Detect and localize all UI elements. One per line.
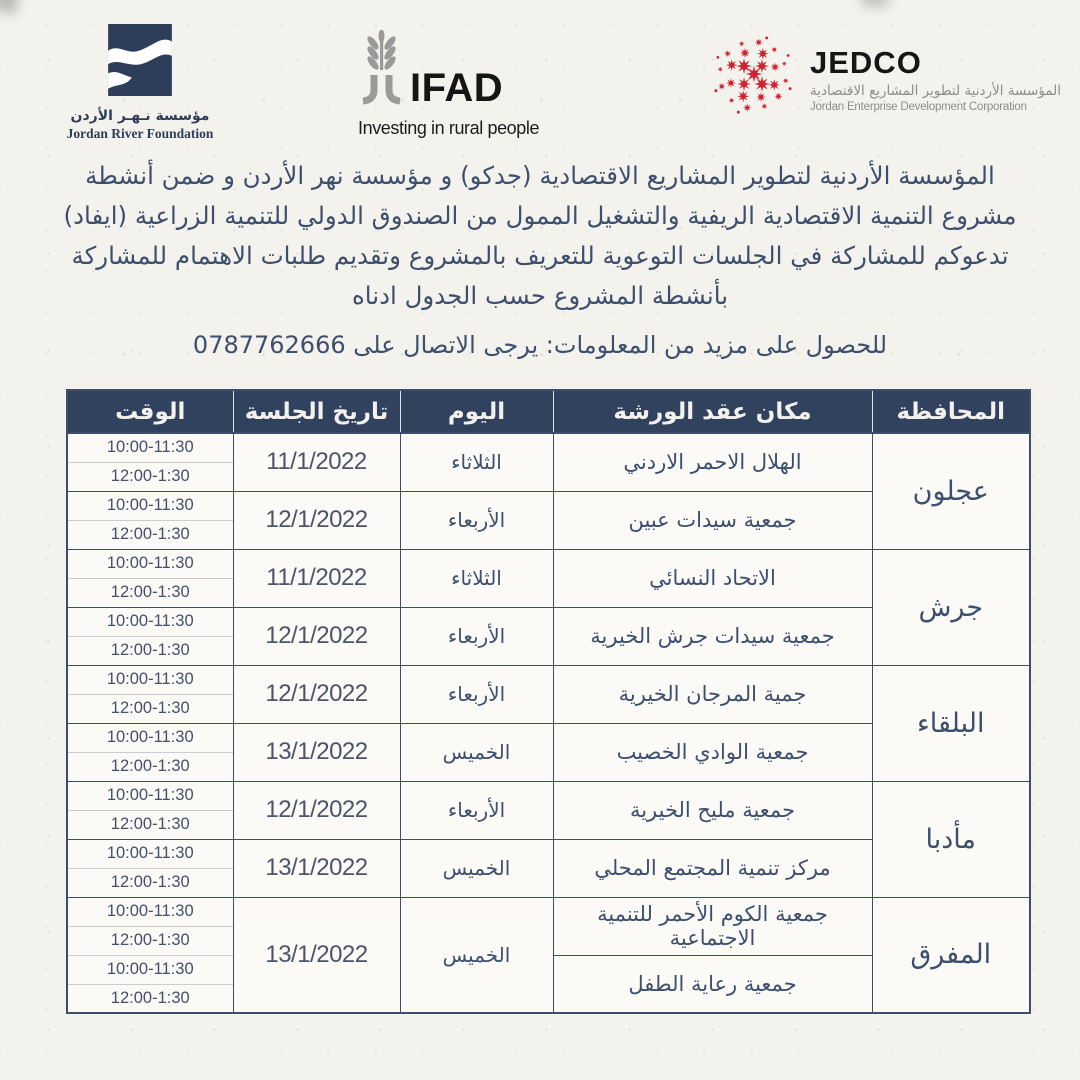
- time-cell: 10:00-11:30: [67, 839, 233, 868]
- table-row: [67, 549, 1030, 578]
- intro-paragraph: [30, 156, 1050, 364]
- time-cell: 10:00-11:30: [67, 723, 233, 752]
- header-date: تاريخ الجلسة: [233, 390, 400, 433]
- ifad-wordmark: IFAD: [410, 66, 504, 110]
- ifad-wheat-icon: [358, 30, 406, 112]
- day-cell: الثلاثاء: [400, 549, 553, 607]
- jrf-logo: [58, 24, 222, 142]
- time-cell: 10:00-11:30: [67, 897, 233, 926]
- jrf-english-name: Jordan River Foundation: [66, 126, 214, 141]
- time-cell: 12:00-1:30: [67, 636, 233, 665]
- time-cell: 10:00-11:30: [67, 955, 233, 984]
- header-day: اليوم: [400, 390, 553, 433]
- time-cell: 10:00-11:30: [67, 781, 233, 810]
- time-cell: 10:00-11:30: [67, 491, 233, 520]
- time-cell: 12:00-1:30: [67, 462, 233, 491]
- jedco-logo: [712, 34, 1061, 120]
- time-cell: 12:00-1:30: [67, 810, 233, 839]
- table-row: [67, 897, 1030, 926]
- date-cell: 13/1/2022: [233, 723, 400, 781]
- jrf-river-icon: [108, 24, 172, 100]
- header-time: الوقت: [67, 390, 233, 433]
- jedco-english-name: Jordan Enterprise Development Corporation: [810, 101, 1027, 114]
- time-cell: 12:00-1:30: [67, 868, 233, 897]
- time-cell: 12:00-1:30: [67, 984, 233, 1013]
- day-cell: الخميس: [400, 839, 553, 897]
- date-cell: 11/1/2022: [233, 433, 400, 491]
- header-governorate: المحافظة: [872, 390, 1030, 433]
- time-cell: 12:00-1:30: [67, 694, 233, 723]
- governorate-cell: البلقاء: [872, 665, 1030, 781]
- intro-line-1: المؤسسة الأردنية لتطوير المشاريع الاقتصادية (جدكو) و مؤسسة نهر الأردن و ضمن أنشطة: [85, 161, 995, 190]
- date-cell: 11/1/2022: [233, 549, 400, 607]
- date-cell: 12/1/2022: [233, 665, 400, 723]
- jedco-wordmark: JEDCO: [810, 44, 922, 80]
- location-cell: جمعية الكوم الأحمر للتنمية الاجتماعية: [553, 897, 872, 955]
- time-cell: 10:00-11:30: [67, 433, 233, 462]
- day-cell: الخميس: [400, 723, 553, 781]
- ifad-logo: [358, 30, 588, 139]
- location-cell: جمعية رعاية الطفل: [553, 955, 872, 1013]
- intro-line-2: مشروع التنمية الاقتصادية الريفية والتشغيل الممول من الصندوق الدولي للتنمية الزراعية (ايفاد): [63, 201, 1017, 230]
- contact-line: للحصول على مزيد من المعلومات: يرجى الاتصال على 0787762666: [192, 331, 888, 359]
- ifad-tagline: Investing in rural people: [358, 118, 540, 138]
- table-row: [67, 665, 1030, 694]
- time-cell: 12:00-1:30: [67, 578, 233, 607]
- header-location: مكان عقد الورشة: [553, 390, 872, 433]
- paper-smudge: [0, 0, 21, 16]
- jedco-stars-icon: [712, 34, 794, 120]
- day-cell: الأربعاء: [400, 781, 553, 839]
- header-row: [67, 390, 1030, 433]
- date-cell: 13/1/2022: [233, 839, 400, 897]
- location-cell: جمعية سيدات جرش الخيرية: [553, 607, 872, 665]
- time-cell: 12:00-1:30: [67, 520, 233, 549]
- location-cell: جمعية الوادي الخصيب: [553, 723, 872, 781]
- governorate-cell: مأدبا: [872, 781, 1030, 897]
- schedule-table-wrap: [66, 389, 1031, 1014]
- date-cell: 12/1/2022: [233, 781, 400, 839]
- table-row: [67, 781, 1030, 810]
- date-cell: 12/1/2022: [233, 607, 400, 665]
- day-cell: الثلاثاء: [400, 433, 553, 491]
- date-cell: 12/1/2022: [233, 491, 400, 549]
- location-cell: مركز تنمية المجتمع المحلي: [553, 839, 872, 897]
- location-cell: الهلال الاحمر الاردني: [553, 433, 872, 491]
- day-cell: الأربعاء: [400, 607, 553, 665]
- day-cell: الأربعاء: [400, 491, 553, 549]
- governorate-cell: جرش: [872, 549, 1030, 665]
- time-cell: 10:00-11:30: [67, 607, 233, 636]
- paper-smudge: [862, 0, 888, 6]
- time-cell: 10:00-11:30: [67, 549, 233, 578]
- time-cell: 12:00-1:30: [67, 926, 233, 955]
- date-cell: 13/1/2022: [233, 897, 400, 1013]
- jedco-arabic-name: المؤسسة الأردنية لتطوير المشاريع الاقتصادية: [810, 83, 1061, 100]
- governorate-cell: المفرق: [872, 897, 1030, 1013]
- time-cell: 10:00-11:30: [67, 665, 233, 694]
- jrf-arabic-name: مؤسسة نـهـر الأردن: [70, 108, 210, 124]
- day-cell: الأربعاء: [400, 665, 553, 723]
- governorate-cell: عجلون: [872, 433, 1030, 549]
- time-cell: 12:00-1:30: [67, 752, 233, 781]
- table-row: [67, 433, 1030, 462]
- location-cell: الاتحاد النسائي: [553, 549, 872, 607]
- location-cell: جمية المرجان الخيرية: [553, 665, 872, 723]
- day-cell: الخميس: [400, 897, 553, 1013]
- intro-line-3: تدعوكم للمشاركة في الجلسات التوعوية للتعريف بالمشروع وتقديم طلبات الاهتمام للمشاركة: [71, 241, 1009, 270]
- intro-line-4: بأنشطة المشروع حسب الجدول ادناه: [351, 281, 729, 310]
- location-cell: جمعية سيدات عبين: [553, 491, 872, 549]
- location-cell: جمعية مليح الخيرية: [553, 781, 872, 839]
- schedule-table: [66, 389, 1031, 1014]
